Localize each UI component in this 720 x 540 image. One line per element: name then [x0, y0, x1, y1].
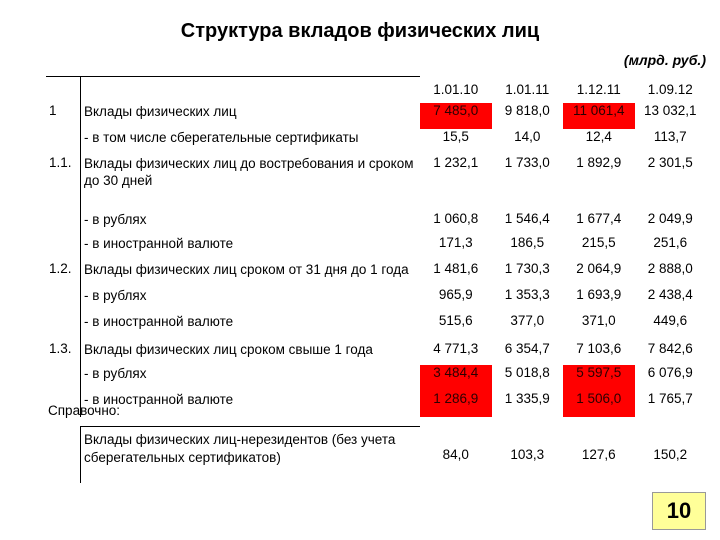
cell-value: 2 438,4 — [647, 287, 693, 302]
col-header: 1.01.10 — [433, 82, 479, 98]
cell-value: 1 335,9 — [504, 391, 550, 406]
row-label: - в иностранной валюте — [81, 235, 421, 261]
cell-value: 1 232,1 — [433, 155, 479, 170]
reference-value: 150,2 — [653, 447, 688, 463]
table-row — [46, 155, 706, 211]
table-row — [46, 341, 706, 365]
cell-value: 7 103,6 — [576, 341, 622, 356]
table-row — [46, 287, 706, 313]
row-label: Вклады физических лиц — [81, 103, 421, 129]
row-label: - в иностранной валюте — [81, 313, 421, 341]
row-number: 1.2. — [49, 261, 72, 276]
cell-value: 14,0 — [514, 129, 541, 144]
cell-value: 3 484,4 — [420, 365, 492, 391]
cell-value: 1 060,8 — [433, 211, 479, 226]
row-label: Вклады физических лиц сроком от 31 дня до 1 года — [81, 261, 421, 287]
row-label: - в рублях — [81, 287, 421, 313]
cell-value: 515,6 — [438, 313, 473, 328]
table-row — [46, 211, 706, 235]
cell-value: 9 818,0 — [504, 103, 550, 118]
reference-row — [46, 427, 706, 484]
table-row — [46, 391, 706, 417]
cell-value: 1 506,0 — [563, 391, 635, 417]
row-number — [46, 313, 81, 341]
deposits-table — [46, 76, 706, 417]
cell-value: 1 693,9 — [576, 287, 622, 302]
cell-value: 215,5 — [581, 235, 616, 250]
row-label: - в иностранной валюте — [81, 391, 421, 417]
row-number: 1.3. — [49, 341, 72, 356]
cell-value: 1 733,0 — [504, 155, 550, 170]
cell-value: 965,9 — [438, 287, 473, 302]
table-row — [46, 103, 706, 129]
cell-value: 11 061,4 — [563, 103, 635, 129]
cell-value: 1 481,6 — [433, 261, 479, 276]
col-header: 1.12.11 — [576, 82, 621, 98]
row-label: Вклады физических лиц сроком свыше 1 года — [81, 341, 421, 365]
reference-label: Вклады физических лиц-нерезидентов (без учета сберегательных сертификатов) — [81, 427, 421, 484]
table-row — [46, 313, 706, 341]
row-number — [46, 365, 81, 391]
table-body — [46, 103, 706, 417]
cell-value: 371,0 — [581, 313, 616, 328]
row-number — [46, 129, 81, 155]
cell-value: 2 888,0 — [647, 261, 693, 276]
row-label: - в рублях — [81, 211, 421, 235]
row-number: 1.1. — [49, 155, 72, 170]
cell-value: 4 771,3 — [433, 341, 479, 356]
row-number — [46, 211, 81, 235]
row-label: - в том числе сберегательные сертификаты — [81, 129, 421, 155]
cell-value: 7 842,6 — [647, 341, 693, 356]
cell-value: 6 354,7 — [504, 341, 550, 356]
table-row — [46, 235, 706, 261]
cell-value: 251,6 — [653, 235, 688, 250]
cell-value: 1 353,3 — [504, 287, 550, 302]
header-row — [46, 77, 706, 104]
cell-value: 5 597,5 — [563, 365, 635, 391]
cell-value: 2 049,9 — [647, 211, 693, 226]
cell-value: 13 032,1 — [643, 103, 697, 118]
cell-value: 1 286,9 — [420, 391, 492, 417]
page-number: 10 — [652, 492, 706, 530]
cell-value: 1 730,3 — [504, 261, 550, 276]
cell-value: 377,0 — [510, 313, 545, 328]
page-title: Структура вкладов физических лиц — [180, 20, 540, 42]
cell-value: 1 892,9 — [576, 155, 622, 170]
cell-value: 113,7 — [653, 129, 687, 144]
cell-value: 7 485,0 — [420, 103, 492, 129]
unit-label: (млрд. руб.) — [623, 52, 706, 68]
cell-value: 2 301,5 — [647, 155, 693, 170]
row-number — [46, 235, 81, 261]
reference-value: 84,0 — [442, 447, 469, 463]
table-row — [46, 261, 706, 287]
reference-value: 103,3 — [510, 447, 545, 463]
table-row — [46, 365, 706, 391]
cell-value: 5 018,8 — [504, 365, 550, 380]
row-label: - в рублях — [81, 365, 421, 391]
table-row — [46, 129, 706, 155]
cell-value: 2 064,9 — [576, 261, 622, 276]
cell-value: 171,3 — [438, 235, 473, 250]
cell-value: 449,6 — [653, 313, 688, 328]
col-header: 1.09.12 — [647, 82, 693, 98]
cell-value: 6 076,9 — [647, 365, 693, 380]
cell-value: 1 546,4 — [504, 211, 550, 226]
row-label: Вклады физических лиц до востребования и сроком до 30 дней — [81, 155, 421, 211]
cell-value: 15,5 — [442, 129, 469, 144]
row-number: 1 — [49, 103, 57, 118]
cell-value: 12,4 — [585, 129, 612, 144]
reference-heading: Справочно: — [48, 403, 121, 418]
cell-value: 186,5 — [510, 235, 545, 250]
row-number — [46, 287, 81, 313]
cell-value: 1 765,7 — [647, 391, 693, 406]
reference-table — [46, 426, 706, 483]
cell-value: 1 677,4 — [576, 211, 622, 226]
col-header: 1.01.11 — [505, 82, 550, 98]
reference-value: 127,6 — [581, 447, 616, 463]
